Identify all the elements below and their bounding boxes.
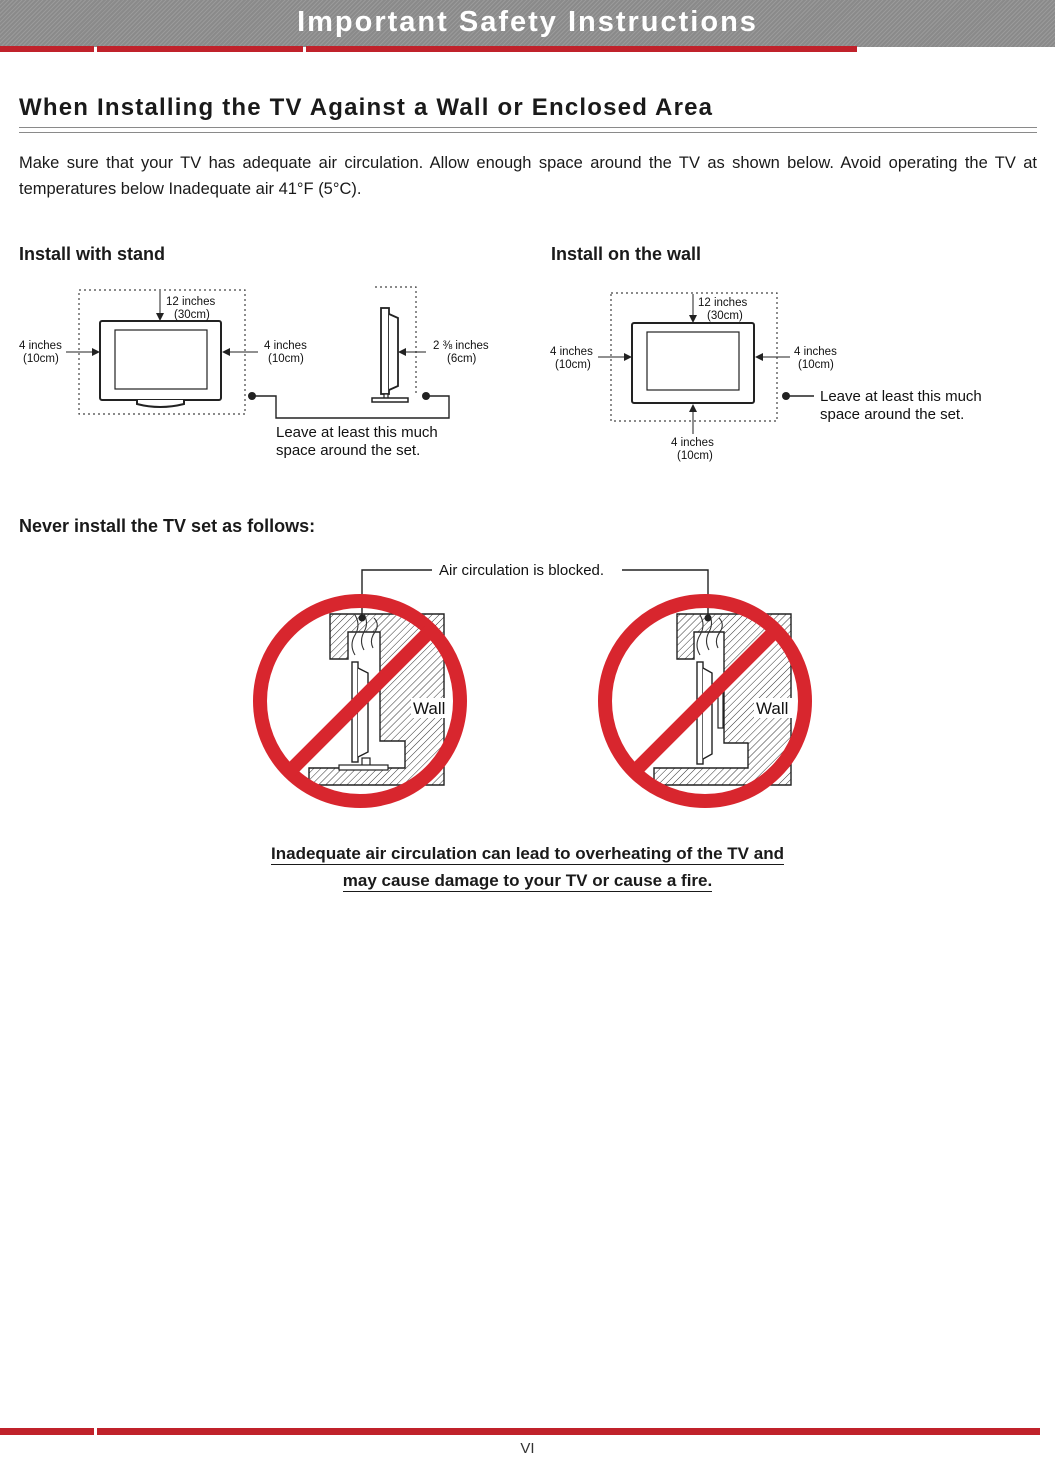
wall-top-metric: (30cm) xyxy=(707,310,743,322)
page-number: VI xyxy=(520,1440,535,1457)
wall-subtitle: Install on the wall xyxy=(551,244,702,264)
wall-label-2: Wall xyxy=(756,699,789,718)
stand-right-label: 4 inches xyxy=(264,340,307,352)
stand-side-metric: (6cm) xyxy=(447,353,477,365)
stand-note-line1: Leave at least this much xyxy=(276,424,438,441)
stand-note-line2: space around the set. xyxy=(276,442,421,459)
wall-top-label: 12 inches xyxy=(698,297,748,309)
stand-front-diagram xyxy=(66,290,258,414)
wall-mount-diagram xyxy=(598,293,814,434)
never-subtitle: Never install the TV set as follows: xyxy=(19,516,316,536)
stand-left-label: 4 inches xyxy=(19,340,62,352)
warning-line1 xyxy=(0,844,1055,864)
page-header-title: Important Safety Instructions xyxy=(297,6,758,38)
wall-bottom-label: 4 inches xyxy=(671,437,714,449)
intro-paragraph: Make sure that your TV has adequate air circulation. Allow enough space around the TV as shown below. Avoid operating the TV at temperatures below Inadequate air 41°F (5°C). xyxy=(19,154,1037,198)
stand-top-label: 12 inches xyxy=(166,296,216,308)
wall-note-line2: space around the set. xyxy=(820,406,965,423)
footer-accent-bar-left xyxy=(0,1428,94,1435)
warning-line1-text: Inadequate air circulation can lead to overheating of the TV and xyxy=(271,844,784,863)
section-title: When Installing the TV Against a Wall or Enclosed Area xyxy=(19,94,714,121)
wall-left-metric: (10cm) xyxy=(555,359,591,371)
stand-left-metric: (10cm) xyxy=(23,353,59,365)
stand-right-metric: (10cm) xyxy=(268,353,304,365)
stand-side-diagram xyxy=(372,287,426,402)
stand-top-metric: (30cm) xyxy=(174,309,210,321)
blocked-callout-text: Air circulation is blocked. xyxy=(439,562,605,579)
wall-right-metric: (10cm) xyxy=(798,359,834,371)
stand-note-connector xyxy=(248,392,449,418)
stand-subtitle: Install with stand xyxy=(19,244,166,264)
wall-right-label: 4 inches xyxy=(794,346,837,358)
wall-bottom-metric: (10cm) xyxy=(677,450,713,462)
wall-left-label: 4 inches xyxy=(550,346,593,358)
wall-label-1: Wall xyxy=(413,699,446,718)
warning-line2 xyxy=(0,871,1055,891)
wall-note-line1: Leave at least this much xyxy=(820,388,982,405)
stand-side-label: 2 ⅜ inches xyxy=(433,340,489,352)
footer-accent-bar-right xyxy=(97,1428,1040,1435)
warning-line2-text: may cause damage to your TV or cause a fire. xyxy=(342,871,713,890)
